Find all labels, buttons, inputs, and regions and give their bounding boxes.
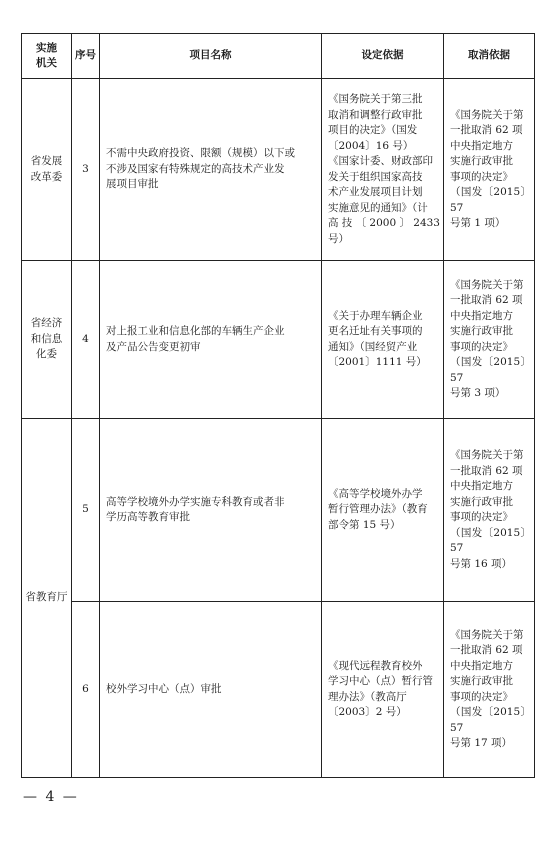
project-name: 高等学校境外办学实施专科教育或者非 学历高等教育审批 xyxy=(100,419,322,602)
table-row xyxy=(22,79,535,261)
cancel-basis: 《国务院关于第 一批取消 62 项 中央指定地方 实施行政审批 事项的决定》 （国发〔2015〕57 号第 3 项） xyxy=(444,261,535,419)
agency-cell: 省经济 和信息 化委 xyxy=(22,261,72,419)
setting-basis: 《关于办理车辆企业 更名迁址有关事项的 通知》（国经贸产业 〔2001〕1111 号） xyxy=(322,261,444,419)
row-number: 3 xyxy=(72,79,100,261)
header-name: 项目名称 xyxy=(100,34,322,79)
header-agency: 实施 机关 xyxy=(22,34,72,79)
agency-cell: 省发展 改革委 xyxy=(22,79,72,261)
table-row xyxy=(22,261,535,419)
row-number: 4 xyxy=(72,261,100,419)
cancel-basis: 《国务院关于第 一批取消 62 项 中央指定地方 实施行政审批 事项的决定》 （国发〔2015〕57 号第 17 项） xyxy=(444,602,535,778)
page-number: — 4 — xyxy=(23,789,79,805)
setting-basis: 《高等学校境外办学 暂行管理办法》（教育 部令第 15 号） xyxy=(322,419,444,602)
header-cancel: 取消依据 xyxy=(444,34,535,79)
table-row xyxy=(22,602,535,778)
cancel-basis: 《国务院关于第 一批取消 62 项 中央指定地方 实施行政审批 事项的决定》 （国发〔2015〕57 号第 1 项） xyxy=(444,79,535,261)
header-row xyxy=(22,34,535,79)
project-name: 对上报工业和信息化部的车辆生产企业 及产品公告变更初审 xyxy=(100,261,322,419)
table-row xyxy=(22,419,535,602)
approval-table xyxy=(21,33,535,778)
header-no: 序号 xyxy=(72,34,100,79)
project-name: 不需中央政府投资、限额（规模）以下或 不涉及国家有特殊规定的高技术产业发 展项目审批 xyxy=(100,79,322,261)
row-number: 6 xyxy=(72,602,100,778)
row-number: 5 xyxy=(72,419,100,602)
setting-basis: 《现代远程教育校外 学习中心（点）暂行管 理办法》（教高厅 〔2003〕2 号） xyxy=(322,602,444,778)
header-basis: 设定依据 xyxy=(322,34,444,79)
cancel-basis: 《国务院关于第 一批取消 62 项 中央指定地方 实施行政审批 事项的决定》 （国发〔2015〕57 号第 16 项） xyxy=(444,419,535,602)
project-name: 校外学习中心（点）审批 xyxy=(100,602,322,778)
agency-cell: 省教育厅 xyxy=(22,419,72,778)
setting-basis: 《国务院关于第三批 取消和调整行政审批 项目的决定》（国发 〔2004〕16 号） 《国家计委、财政部印 发关于组织国家高技 术产业发展项目计划 实施意见的通知》（计 高技〔2000〕2433 号） xyxy=(322,79,444,261)
